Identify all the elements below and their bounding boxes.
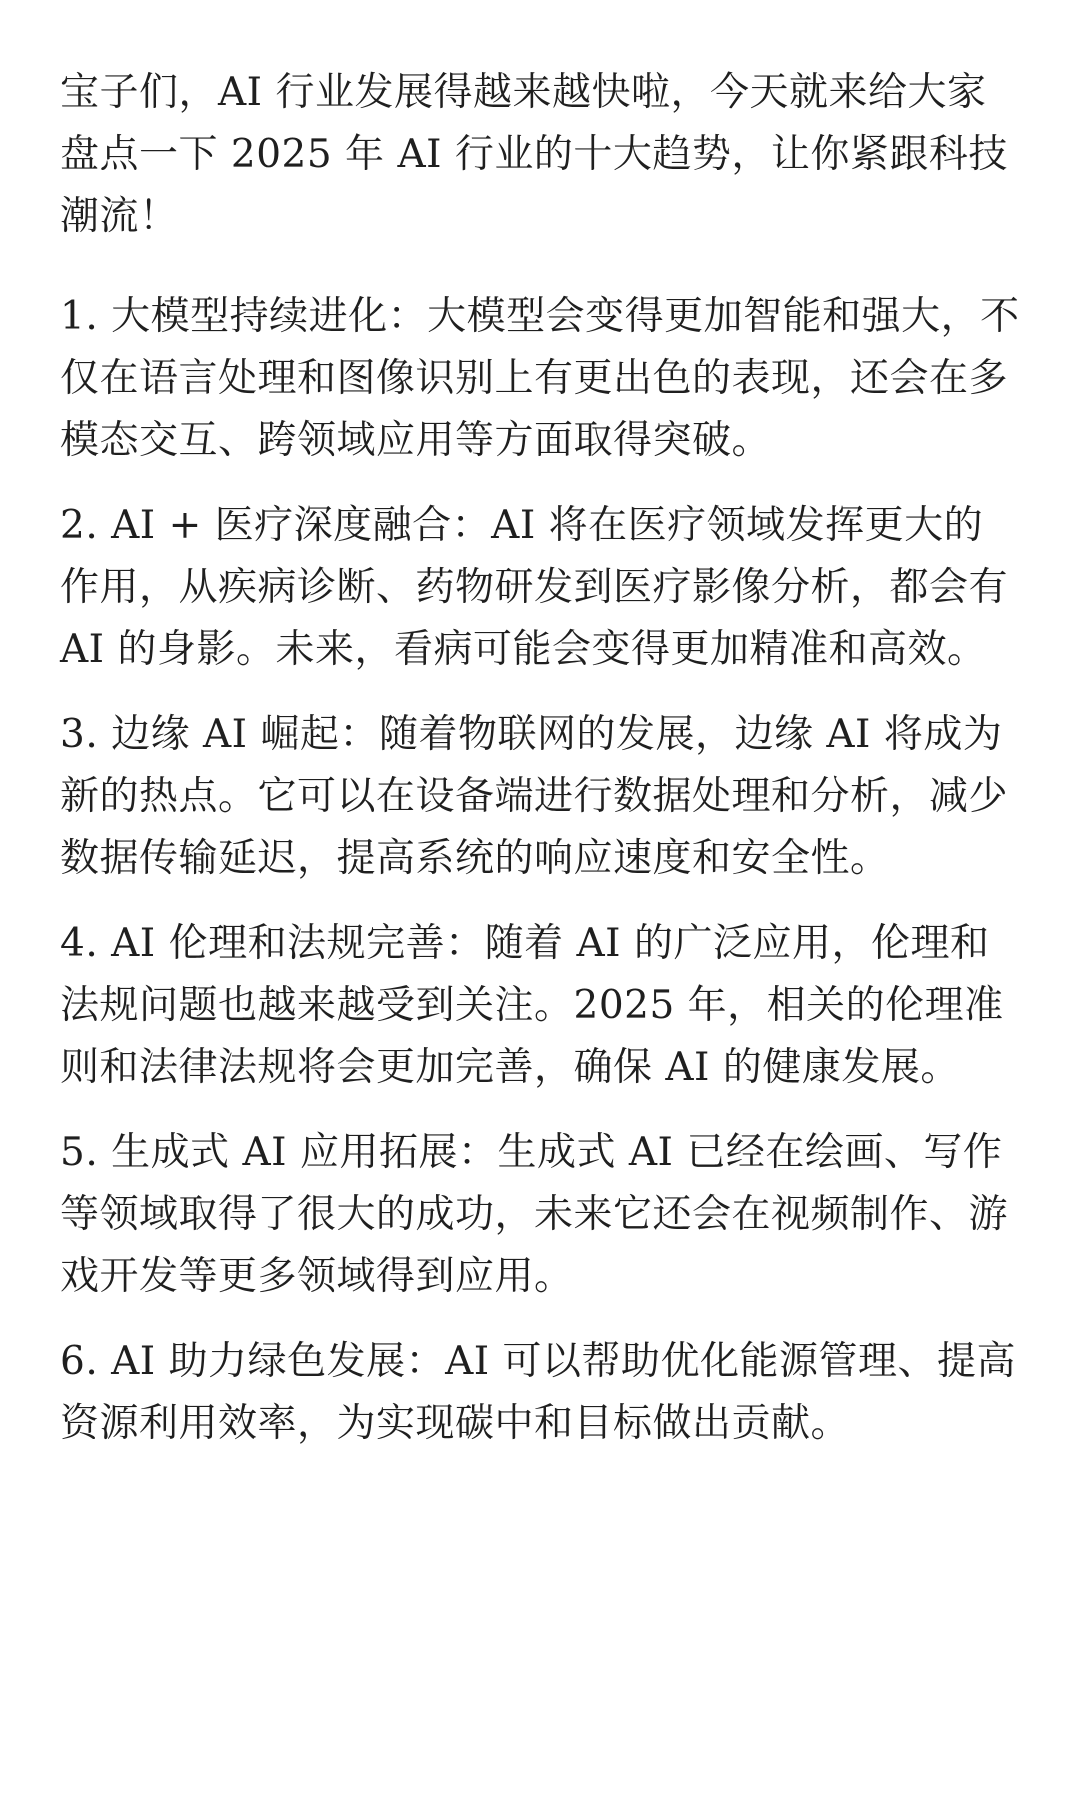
- trend-item-1: 1. 大模型持续进化：大模型会变得更加智能和强大，不仅在语言处理和图像识别上有更出色的表现，还会在多模态交互、跨领域应用等方面取得突破。: [60, 294, 1020, 463]
- trend-item-3: 3. 边缘 AI 崛起：随着物联网的发展，边缘 AI 将成为新的热点。它可以在设备端进行数据处理和分析，减少数据传输延迟，提高系统的响应速度和安全性。: [60, 712, 1009, 881]
- trend-item-5: 5. 生成式 AI 应用拓展：生成式 AI 已经在绘画、写作等领域取得了很大的成功，未来它还会在视频制作、游戏开发等更多领域得到应用。: [60, 1130, 1009, 1299]
- article-body: [60, 62, 1020, 1478]
- trend-item-2: 2. AI + 医疗深度融合：AI 将在医疗领域发挥更大的作用，从疾病诊断、药物研发到医疗影像分析，都会有 AI 的身影。未来，看病可能会变得更加精准和高效。: [60, 503, 1009, 672]
- trend-item-4: 4. AI 伦理和法规完善：随着 AI 的广泛应用，伦理和法规问题也越来越受到关注。2025 年，相关的伦理准则和法律法规将会更加完善，确保 AI 的健康发展。: [60, 921, 1004, 1090]
- trend-item-6: 6. AI 助力绿色发展：AI 可以帮助优化能源管理、提高资源利用效率，为实现碳中和目标做出贡献。: [60, 1339, 1017, 1446]
- intro-paragraph: 宝子们，AI 行业发展得越来越快啦，今天就来给大家盘点一下 2025 年 AI 行业的十大趋势，让你紧跟科技潮流！: [60, 70, 1008, 239]
